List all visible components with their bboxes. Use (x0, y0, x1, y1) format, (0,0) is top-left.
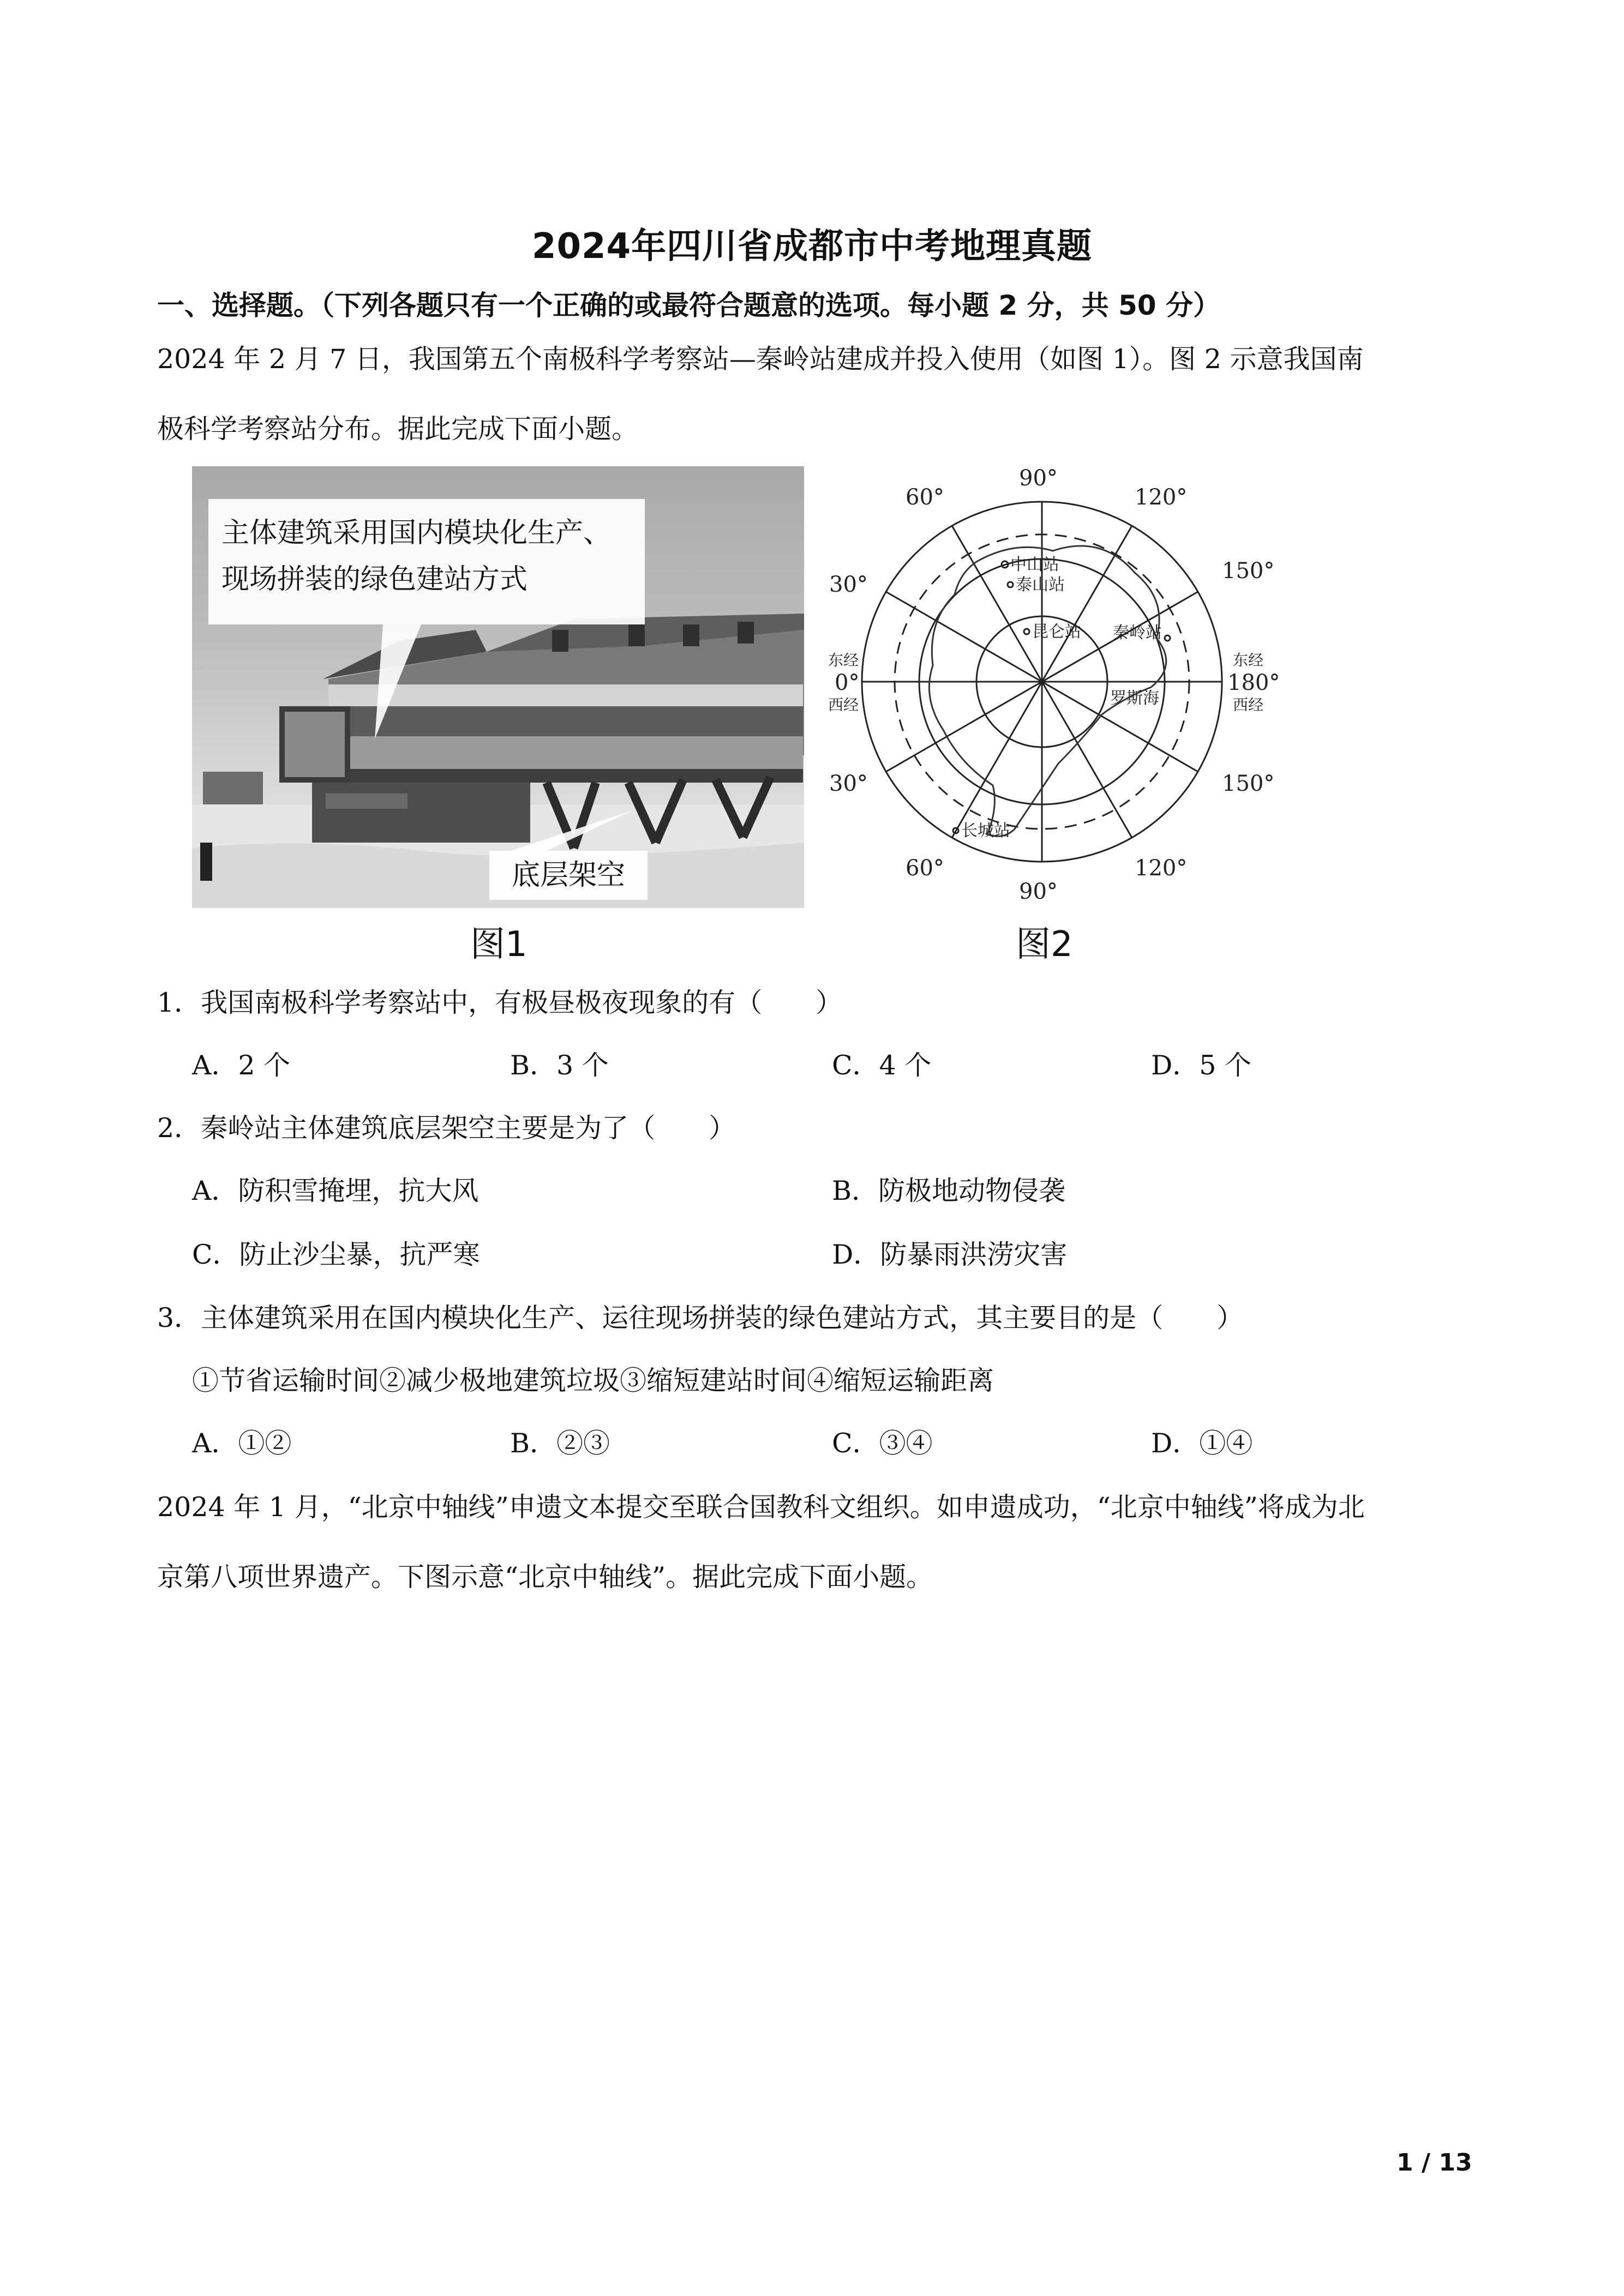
q2-option-d: D．防暴雨洪涝灾害 (832, 1239, 1068, 1270)
hemi-east-right: 东经 (1233, 651, 1264, 669)
q2-option-c: C．防止沙尘暴，抗严寒 (192, 1239, 480, 1270)
longitude-labels (829, 466, 1280, 904)
section-heading: 一、选择题。（下列各题只有一个正确的或最符合题意的选项。每小题 2 分，共 50 分） (157, 290, 1220, 321)
q3-option-d: D．①④ (1151, 1428, 1253, 1459)
hemi-west-right: 西经 (1233, 696, 1264, 714)
intro-line: 2024 年 2 月 7 日，我国第五个南极科学考察站—秦岭站建成并投入使用（如图 1）。图 2 示意我国南 (157, 344, 1364, 375)
q2-option-a: A．防积雪掩埋，抗大风 (192, 1175, 479, 1206)
intro-paragraph-1 (157, 324, 1477, 464)
ross-sea-label: 罗斯海 (1110, 689, 1159, 708)
intro-line: 京第八项世界遗产。下图示意“北京中轴线”。据此完成下面小题。 (157, 1561, 933, 1592)
station-changcheng: 长城站 (961, 821, 1010, 840)
q1-option-d: D．5 个 (1151, 1050, 1252, 1081)
station-taishan: 泰山站 (1016, 575, 1065, 594)
lon-label-zero: 0° (835, 670, 860, 695)
q3-option-a: A．①② (192, 1428, 292, 1459)
page-number: 1 / 13 (1397, 2149, 1472, 2177)
intro-line: 2024 年 1 月，“北京中轴线”申遗文本提交至联合国教科文组织。如申遗成功，“北京中轴线”将成为北 (157, 1492, 1365, 1523)
lon-label-bottom-left: 60° (906, 856, 944, 881)
lon-label-top-right: 120° (1135, 485, 1188, 510)
q1-option-c: C．4 个 (832, 1050, 932, 1081)
lon-label-top-left: 60° (906, 485, 944, 510)
figure-2-caption: 图2 (1016, 924, 1073, 965)
lon-label-bottom-right: 120° (1135, 856, 1188, 881)
figure-1-photo (192, 466, 804, 908)
lon-label-right-upper: 150° (1222, 558, 1275, 584)
question-3-stem: 3．主体建筑采用在国内模块化生产、运往现场拼装的绿色建站方式，其主要目的是（ ） (157, 1302, 1244, 1333)
hemi-east-left: 东经 (828, 651, 859, 669)
q1-option-b: B．3 个 (510, 1050, 609, 1081)
callout-line: 现场拼装的绿色建站方式 (221, 563, 528, 596)
page-title: 2024年四川省成都市中考地理真题 (531, 226, 1093, 267)
q2-option-b: B．防极地动物侵袭 (832, 1175, 1066, 1206)
lon-label-180: 180° (1227, 670, 1280, 695)
question-2-stem: 2．秦岭站主体建筑底层架空主要是为了（ ） (157, 1113, 736, 1144)
lon-label-left-lower: 30° (829, 771, 868, 796)
figure-1-caption: 图1 (470, 924, 528, 965)
lon-label-right-lower: 150° (1222, 771, 1275, 796)
q3-option-b: B．②③ (510, 1428, 610, 1459)
figure-2-map (796, 458, 1342, 927)
intro-paragraph-2 (157, 1472, 1477, 1612)
callout-line: 主体建筑采用国内模块化生产、 (221, 517, 612, 549)
lon-label-top: 90° (1019, 466, 1058, 491)
intro-line: 极科学考察站分布。据此完成下面小题。 (157, 413, 639, 444)
q1-option-a: A．2 个 (192, 1050, 291, 1081)
station-zhongshan: 中山站 (1010, 555, 1059, 574)
callout-bubble (208, 499, 645, 624)
lon-label-left-upper: 30° (829, 572, 868, 597)
hemi-west-left: 西经 (828, 696, 859, 714)
bottom-label: 底层架空 (489, 851, 648, 900)
question-1-stem: 1．我国南极科学考察站中，有极昼极夜现象的有（ ） (157, 987, 843, 1018)
question-3-statements: ①节省运输时间②减少极地建筑垃圾③缩短建站时间④缩短运输距离 (192, 1365, 994, 1396)
q3-option-c: C．③④ (832, 1428, 933, 1459)
station-kunlun: 昆仑站 (1032, 622, 1081, 641)
lon-label-bottom: 90° (1019, 879, 1058, 904)
station-qinling: 秦岭站 (1113, 623, 1162, 642)
